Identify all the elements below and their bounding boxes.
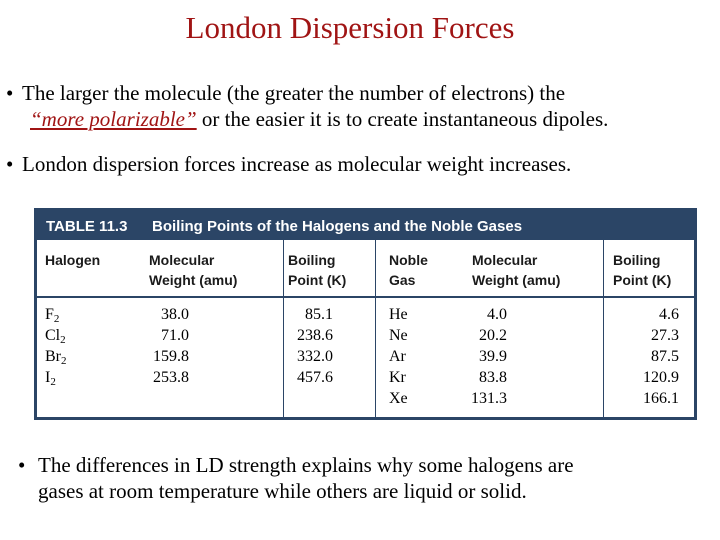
bullet-text: London dispersion forces increase as molecular weight increases.: [22, 152, 572, 176]
header-halogen: Halogen: [45, 252, 101, 268]
halogen-formula: $I_2$: [45, 369, 56, 388]
noble-gas-boiling-point: 4.6: [659, 306, 679, 323]
boiling-points-table: [34, 208, 697, 420]
noble-gas-symbol: Ar: [389, 348, 406, 365]
noble-gas-boiling-point: 166.1: [643, 390, 679, 407]
noble-gas-molecular-weight: 83.8: [479, 369, 507, 386]
header-noble-gas: Noble Gas: [389, 252, 428, 288]
bullet-text: The larger the molecule (the greater the number of electrons) the: [22, 81, 566, 105]
table-number: TABLE 11.3: [46, 218, 128, 235]
table-body: [37, 240, 694, 417]
bullet-ld-strength: [18, 452, 708, 504]
halogen-formula: $Cl_2$: [45, 327, 66, 346]
table-caption: [46, 218, 522, 235]
noble-gas-boiling-point: 87.5: [651, 348, 679, 365]
noble-gas-symbol: Ne: [389, 327, 408, 344]
header-molecular-weight: Molecular Weight (amu): [472, 252, 561, 288]
halogen-boiling-point: 457.6: [297, 369, 333, 386]
noble-gas-molecular-weight: 131.3: [471, 390, 507, 407]
halogen-molecular-weight: 159.8: [153, 348, 189, 365]
header-boiling-point: Boiling Point (K): [288, 252, 347, 288]
slide-title: London Dispersion Forces: [185, 10, 515, 45]
halogen-molecular-weight: 71.0: [161, 327, 189, 344]
halogen-formula: $Br_2$: [45, 348, 67, 367]
halogen-boiling-point: 238.6: [297, 327, 333, 344]
bullet-dot: •: [6, 81, 14, 105]
noble-gas-symbol: Kr: [389, 369, 406, 386]
noble-gas-symbol: He: [389, 306, 408, 323]
bullet-dot: •: [18, 453, 26, 477]
halogen-molecular-weight: 38.0: [161, 306, 189, 323]
noble-gas-molecular-weight: 20.2: [479, 327, 507, 344]
bullet-dot: •: [6, 152, 14, 176]
noble-gas-symbol: Xe: [389, 390, 408, 407]
header-molecular-weight: Molecular Weight (amu): [149, 252, 238, 288]
halogen-boiling-point: 332.0: [297, 348, 333, 365]
noble-gas-boiling-point: 120.9: [643, 369, 679, 386]
header-boiling-point: Boiling Point (K): [613, 252, 672, 288]
noble-gas-molecular-weight: 4.0: [487, 306, 507, 323]
bullet-polarizability: [6, 80, 711, 132]
polarizable-phrase: “more polarizable”: [30, 107, 197, 131]
bullet-text: The differences in LD strength explains why some halogens are: [38, 453, 574, 477]
noble-gas-boiling-point: 27.3: [651, 327, 679, 344]
halogen-boiling-point: 85.1: [305, 306, 333, 323]
noble-gas-molecular-weight: 39.9: [479, 348, 507, 365]
bullet-molecular-weight: [6, 151, 711, 177]
halogen-formula: $F_2$: [45, 306, 60, 325]
column-divider: [375, 240, 376, 417]
bullet-text: or the easier it is to create instantaneous dipoles.: [196, 107, 609, 131]
header-separator: [37, 296, 694, 298]
table-title: Boiling Points of the Halogens and the Noble Gases: [152, 218, 523, 235]
bullet-text: gases at room temperature while others are liquid or solid.: [38, 479, 527, 503]
halogen-molecular-weight: 253.8: [153, 369, 189, 386]
